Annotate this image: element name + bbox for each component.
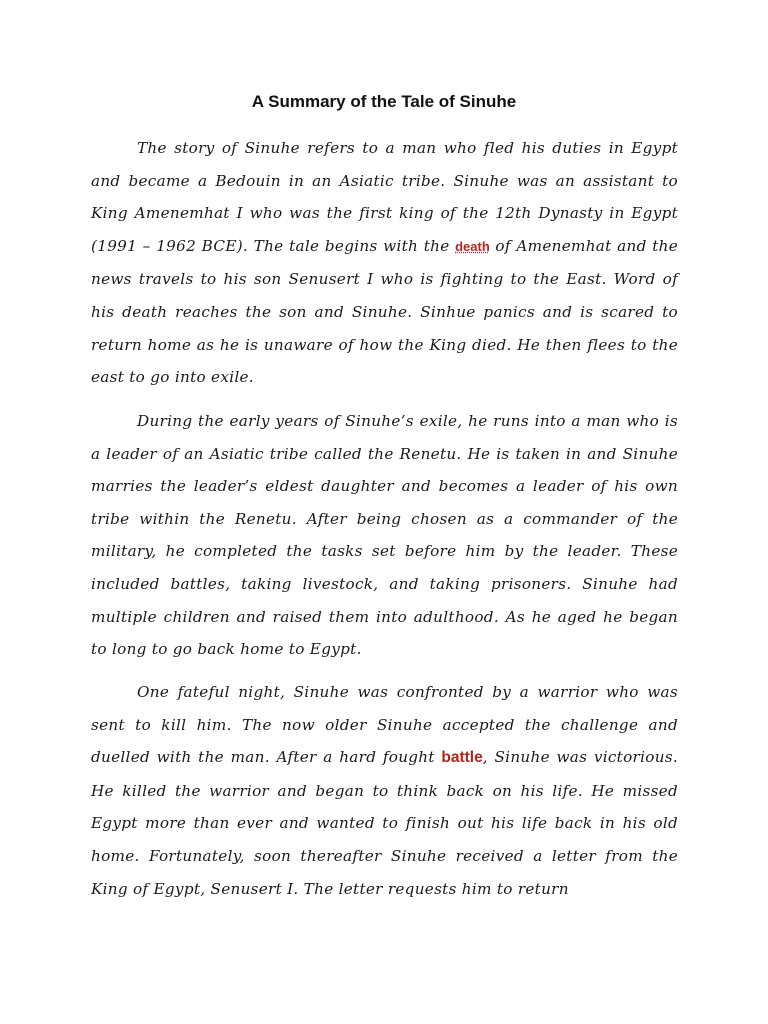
paragraph-1 bbox=[91, 132, 678, 394]
paragraph-2: During the early years of Sinuhe’s exile, he runs into a man who is a leader of an Asiatic tribe called the Renetu. He is taken in and Sinuhe marries the leader’s eldest daughter and becomes a leader of his own tribe within the Renetu. After being chosen as a commander of the military, he completed the tasks set before him by the leader. These included battles, taking livestock, and taking prisoners. Sinuhe had multiple children and raised them into adulthood. As he aged he began to long to go back home to Egypt. bbox=[91, 412, 678, 659]
paragraph-1-text-end: of Amenemhat and the news travels to his son Senusert I who is fighting to the East. Word of his death reaches the son and Sinuhe. Sinhue panics and is scared to return home as he is unaware of how the King died. He then flees to the east to go into exile. bbox=[91, 236, 678, 387]
link-death[interactable]: death bbox=[455, 238, 490, 254]
paragraph-3 bbox=[91, 676, 678, 905]
paragraph-3-text-start: One fateful night, Sinuhe was confronted by a warrior who was sent to kill him. The now older Sinuhe accepted the challenge and duelled with the man. After a hard fought bbox=[91, 683, 678, 767]
paragraph-1-text-start: The story of Sinuhe refers to a man who fled his duties in Egypt and became a Bedouin in an Asiatic tribe. Sinuhe was an assistant to King Amenemhat I who was the first king of the 12th Dynasty in Egypt (1991 – 1962 BCE). The tale begins with the bbox=[91, 139, 678, 255]
link-battle[interactable]: battle bbox=[441, 749, 483, 767]
paragraph-3-text-end: , Sinuhe was victorious. He killed the warrior and began to think back on his life. He missed Egypt more than ever and wanted to finish out his life back in his old home. Fortunately, soon thereafter Sinuhe received a letter from the King of Egypt, Senusert I. The letter requests him to return bbox=[91, 748, 678, 898]
page-title: A Summary of the Tale of Sinuhe bbox=[251, 92, 517, 111]
